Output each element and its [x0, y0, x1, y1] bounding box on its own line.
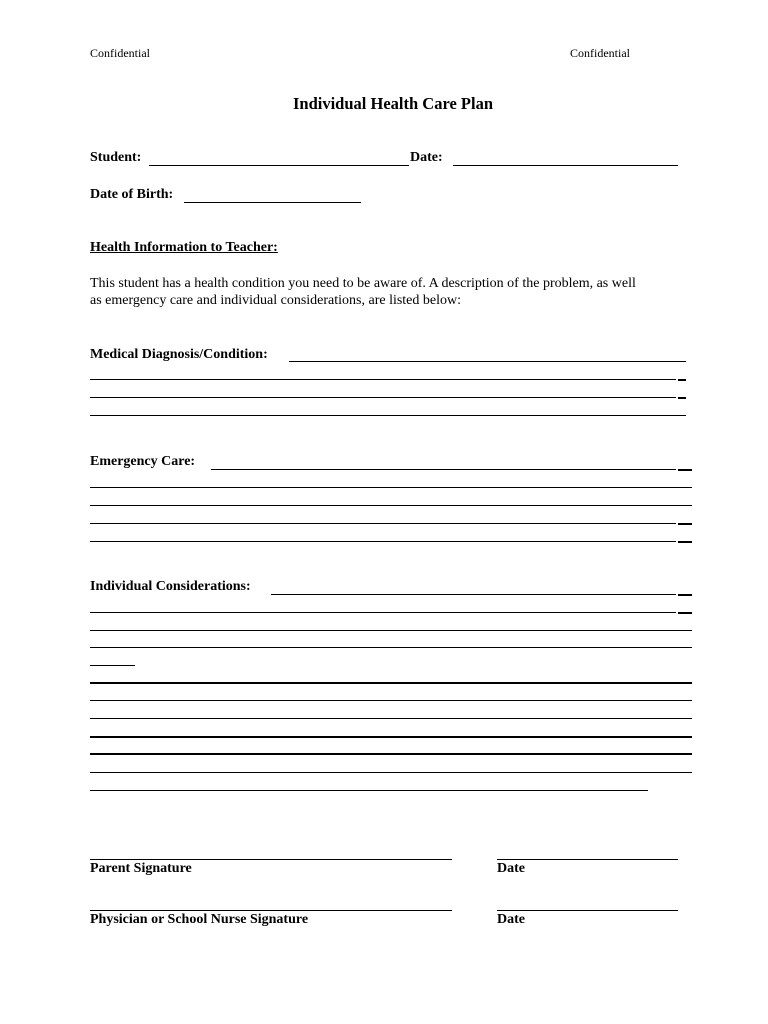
individual-considerations-line-tail — [678, 594, 692, 596]
medical-diagnosis-line-tail — [678, 379, 686, 381]
emergency-care-label: Emergency Care: — [90, 454, 196, 469]
physician-date-label: Date — [497, 912, 525, 927]
header-confidential-left: Confidential — [90, 46, 150, 60]
health-info-paragraph-line1: This student has a health condition you need to be aware of. A description of the problem, as well — [90, 276, 636, 291]
individual-considerations-line[interactable] — [90, 700, 692, 701]
emergency-care-line[interactable] — [90, 487, 692, 488]
date-label: Date: — [410, 150, 443, 165]
medical-diagnosis-line[interactable] — [90, 379, 676, 380]
emergency-care-line[interactable] — [90, 541, 676, 542]
individual-considerations-line-tail — [678, 612, 692, 614]
parent-date-line[interactable] — [497, 859, 678, 860]
individual-considerations-line[interactable] — [90, 612, 676, 613]
medical-diagnosis-label: Medical Diagnosis/Condition: — [90, 347, 268, 362]
individual-considerations-line[interactable] — [90, 718, 692, 719]
emergency-care-line[interactable] — [90, 523, 676, 524]
health-info-paragraph-line2: as emergency care and individual considerations, are listed below: — [90, 293, 461, 308]
individual-considerations-line-short[interactable] — [90, 665, 135, 666]
form-title: Individual Health Care Plan — [292, 94, 494, 113]
individual-considerations-line[interactable] — [90, 790, 648, 791]
physician-signature-label: Physician or School Nurse Signature — [90, 912, 309, 927]
parent-signature-line[interactable] — [90, 859, 452, 860]
individual-considerations-line[interactable] — [90, 772, 692, 773]
health-info-heading: Health Information to Teacher: — [90, 240, 278, 255]
dob-label: Date of Birth: — [90, 187, 174, 202]
dob-field[interactable] — [184, 202, 361, 203]
individual-considerations-line[interactable] — [90, 753, 692, 755]
individual-considerations-label: Individual Considerations: — [90, 579, 251, 594]
individual-considerations-line[interactable] — [90, 682, 692, 684]
parent-signature-label: Parent Signature — [90, 861, 192, 876]
date-field[interactable] — [453, 165, 678, 166]
individual-considerations-line[interactable] — [90, 630, 692, 631]
physician-signature-line[interactable] — [90, 910, 452, 911]
parent-date-label: Date — [497, 861, 525, 876]
emergency-care-line[interactable] — [90, 505, 692, 506]
student-label: Student: — [90, 150, 142, 165]
emergency-care-field[interactable] — [211, 469, 676, 470]
medical-diagnosis-line[interactable] — [90, 415, 686, 416]
emergency-care-line-tail — [678, 541, 692, 543]
health-info-paragraph — [90, 275, 710, 309]
emergency-care-line-tail — [678, 523, 692, 525]
individual-considerations-field[interactable] — [271, 594, 676, 595]
individual-considerations-line[interactable] — [90, 647, 692, 648]
individual-considerations-line[interactable] — [90, 736, 692, 738]
emergency-care-line-tail — [678, 469, 692, 471]
medical-diagnosis-field[interactable] — [289, 361, 686, 362]
header-confidential-right: Confidential — [570, 46, 630, 60]
physician-date-line[interactable] — [497, 910, 678, 911]
medical-diagnosis-line-tail — [678, 397, 686, 399]
student-field[interactable] — [149, 165, 409, 166]
medical-diagnosis-line[interactable] — [90, 397, 676, 398]
